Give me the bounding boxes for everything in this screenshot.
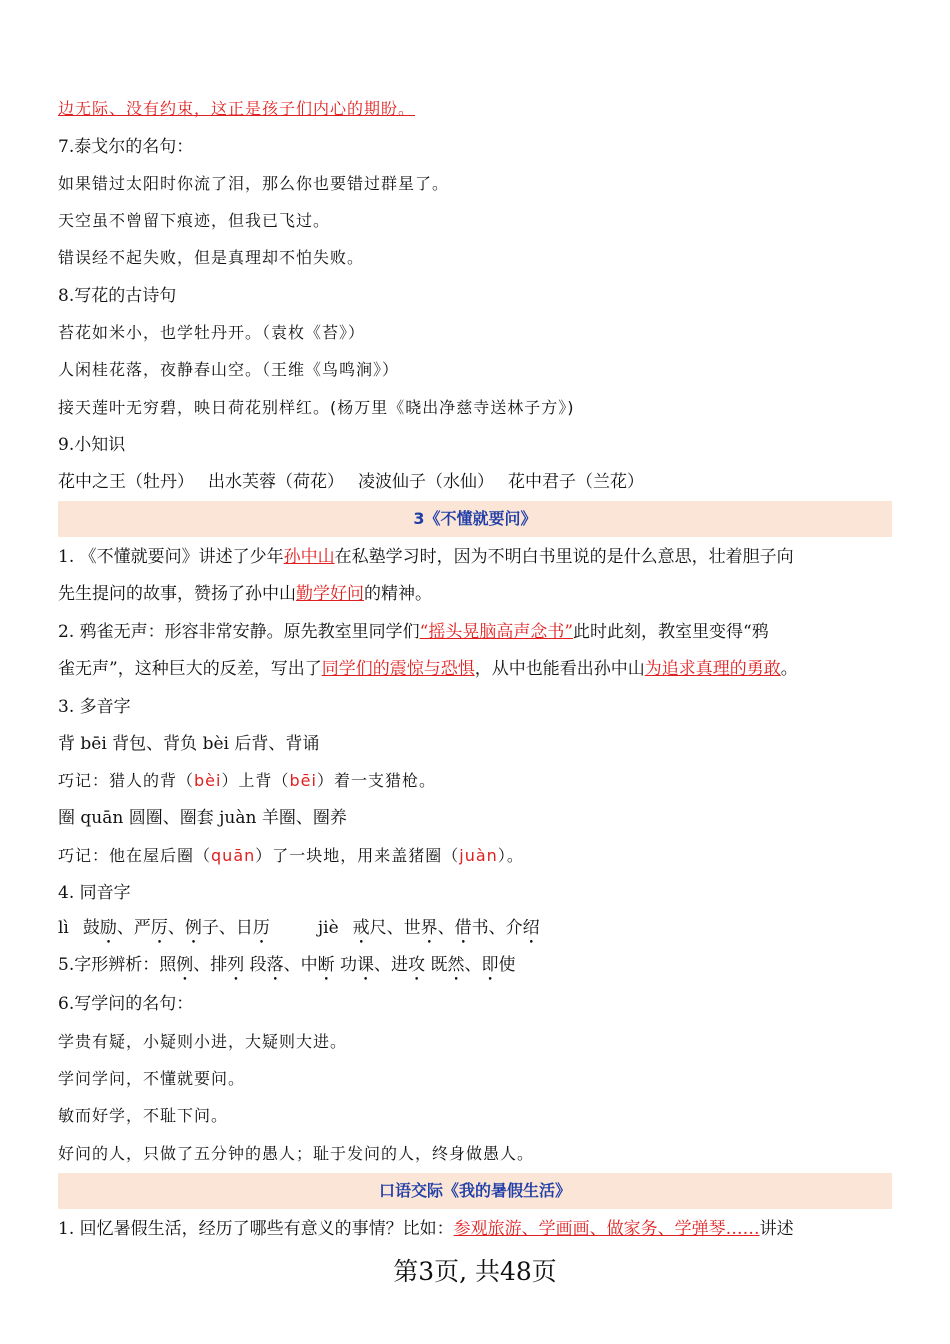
text-line — [58, 98, 415, 120]
section-title-band: 口语交际《我的暑假生活》 — [58, 1173, 892, 1209]
poem-line: 接天莲叶无穷碧，映日荷花别样红。(杨万里《晓出净慈寺送林子方》) — [58, 398, 575, 417]
item-heading: 4. 同音字 — [58, 883, 131, 903]
paragraph-line: 雀无声”，这种巨大的反差，写出了同学们的震惊与恐惧，从中也能看出孙中山为追求真理的勇敢。 — [58, 659, 798, 679]
paragraph-line: 1. 《不懂就要问》讲述了少年孙中山在私塾学习时，因为不明白书里说的是什么意思，壮着胆子向 — [58, 547, 794, 567]
homophone-line: lì 鼓励、严厉、例子、日历 jiè 戒尺、世界、借书、介绍 — [58, 918, 540, 938]
quote-line: 敏而好学，不耻下问。 — [58, 1106, 229, 1125]
polyphone-line: 圈 quān 圆圈、圈套 juàn 羊圈、圈养 — [58, 808, 347, 828]
section-title-band: 3《不懂就要问》 — [58, 501, 892, 537]
quote-line: 学贵有疑，小疑则小进，大疑则大进。 — [58, 1032, 348, 1051]
quote-line: 学问学问，不懂就要问。 — [58, 1069, 246, 1088]
flower-facts-line: 花中之王（牡丹） 出水芙蓉（荷花） 凌波仙子（水仙） 花中君子（兰花） — [58, 472, 644, 492]
page-footer: 第3页, 共48页 — [393, 1257, 557, 1286]
polyphone-line: 背 bēi 背包、背负 bèi 后背、背诵 — [58, 734, 320, 754]
quote-line: 好问的人，只做了五分钟的愚人；耻于发问的人，终身做愚人。 — [58, 1144, 535, 1163]
quote-line: 天空虽不曾留下痕迹，但我已飞过。 — [58, 211, 331, 230]
poem-line: 苔花如米小，也学牡丹开。（袁枚《苔》） — [58, 323, 366, 342]
glyph-distinction-line: 5.字形辨析：照例、排列 段落、中断 功课、进攻 既然、即使 — [58, 955, 516, 975]
paragraph-line: 2. 鸦雀无声：形容非常安静。原先教室里同学们“摇头晃脑高声念书”此时此刻，教室里变得“鸦 — [58, 622, 769, 642]
quote-line: 如果错过太阳时你流了泪，那么你也要错过群星了。 — [58, 174, 450, 193]
item-heading: 9.小知识 — [58, 435, 126, 455]
paragraph-line: 1. 回忆暑假生活，经历了哪些有意义的事情？比如：参观旅游、学画画、做家务、学弹琴……讲述 — [58, 1219, 794, 1239]
paragraph-line: 先生提问的故事，赞扬了孙中山勤学好问的精神。 — [58, 584, 432, 604]
quote-line: 错误经不起失败，但是真理却不怕失败。 — [58, 248, 365, 267]
mnemonic-line: 巧记：他在屋后圈（quān）了一块地，用来盖猪圈（juàn）。 — [58, 846, 524, 865]
poem-line: 人闲桂花落，夜静春山空。（王维《鸟鸣涧》） — [58, 360, 400, 379]
mnemonic-line: 巧记：猎人的背（bèi）上背（bēi）着一支猎枪。 — [58, 771, 436, 790]
item-heading: 7.泰戈尔的名句： — [58, 137, 194, 157]
highlighted-text: 边无际、没有约束，这正是孩子们内心的期盼。 — [58, 99, 416, 118]
item-heading: 6.写学问的名句： — [58, 994, 194, 1014]
item-heading: 8.写花的古诗句 — [58, 286, 177, 306]
item-heading: 3. 多音字 — [58, 697, 131, 717]
